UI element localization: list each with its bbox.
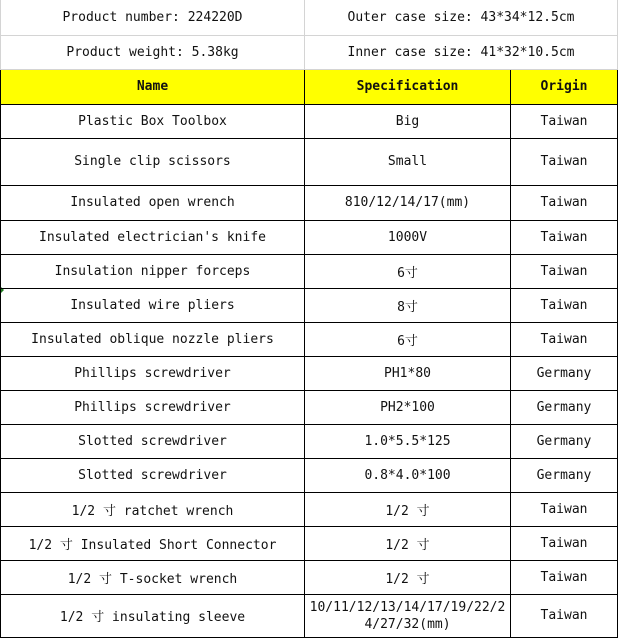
header-row xyxy=(1,69,618,104)
item-name-cell: Insulated oblique nozzle pliers xyxy=(1,322,305,356)
item-name-cell: 1/2 寸 insulating sleeve xyxy=(1,594,305,637)
item-name-cell: Insulation nipper forceps xyxy=(1,254,305,288)
specification-cell: 1/2 寸 xyxy=(305,560,511,594)
table-row xyxy=(1,390,618,424)
origin-cell: Germany xyxy=(511,390,618,424)
item-name-cell: Insulated wire pliers xyxy=(1,288,305,322)
table-row xyxy=(1,288,618,322)
table-row xyxy=(1,424,618,458)
column-header-origin: Origin xyxy=(511,69,618,104)
origin-cell: Taiwan xyxy=(511,594,618,637)
item-name-cell: Phillips screwdriver xyxy=(1,390,305,424)
specification-cell: Big xyxy=(305,104,511,138)
table-row xyxy=(1,458,618,492)
specification-cell: Small xyxy=(305,138,511,185)
outer-case-size-cell: Outer case size: 43*34*12.5cm xyxy=(305,0,618,35)
product-number-cell: Product number: 224220D xyxy=(1,0,305,35)
specification-cell: 1000V xyxy=(305,220,511,254)
specification-cell: 810/12/14/17(mm) xyxy=(305,185,511,220)
origin-cell: Germany xyxy=(511,458,618,492)
product-weight-cell: Product weight: 5.38kg xyxy=(1,35,305,69)
item-name-cell: Single clip scissors xyxy=(1,138,305,185)
table-row xyxy=(1,526,618,560)
table-row xyxy=(1,594,618,637)
specification-cell: 1/2 寸 xyxy=(305,526,511,560)
item-name-cell: 1/2 寸 T-socket wrench xyxy=(1,560,305,594)
table-row xyxy=(1,220,618,254)
origin-cell: Taiwan xyxy=(511,138,618,185)
origin-cell: Taiwan xyxy=(511,288,618,322)
item-name-cell: Slotted screwdriver xyxy=(1,424,305,458)
item-name-cell: Insulated electrician's knife xyxy=(1,220,305,254)
item-name-cell: Insulated open wrench xyxy=(1,185,305,220)
item-name-cell: 1/2 寸 Insulated Short Connector xyxy=(1,526,305,560)
origin-cell: Taiwan xyxy=(511,254,618,288)
item-name-cell: Slotted screwdriver xyxy=(1,458,305,492)
origin-cell: Taiwan xyxy=(511,185,618,220)
table-row xyxy=(1,356,618,390)
specification-cell: 8寸 xyxy=(305,288,511,322)
origin-cell: Taiwan xyxy=(511,560,618,594)
table-row xyxy=(1,492,618,526)
table-row xyxy=(1,138,618,185)
origin-cell: Taiwan xyxy=(511,322,618,356)
origin-cell: Taiwan xyxy=(511,104,618,138)
table-row xyxy=(1,104,618,138)
specification-cell: 1/2 寸 xyxy=(305,492,511,526)
specification-cell: 10/11/12/13/14/17/19/22/24/27/32(mm) xyxy=(305,594,511,637)
info-row xyxy=(1,0,618,35)
origin-cell: Taiwan xyxy=(511,492,618,526)
specification-cell: 6寸 xyxy=(305,254,511,288)
origin-cell: Germany xyxy=(511,424,618,458)
specification-cell: 0.8*4.0*100 xyxy=(305,458,511,492)
specification-cell: PH2*100 xyxy=(305,390,511,424)
origin-cell: Germany xyxy=(511,356,618,390)
table-body xyxy=(1,104,618,637)
specification-cell: 1.0*5.5*125 xyxy=(305,424,511,458)
item-name-cell: 1/2 寸 ratchet wrench xyxy=(1,492,305,526)
specification-cell: PH1*80 xyxy=(305,356,511,390)
inner-case-size-cell: Inner case size: 41*32*10.5cm xyxy=(305,35,618,69)
table-row xyxy=(1,254,618,288)
specification-cell: 6寸 xyxy=(305,322,511,356)
table-row xyxy=(1,185,618,220)
column-header-name: Name xyxy=(1,69,305,104)
info-row xyxy=(1,35,618,69)
origin-cell: Taiwan xyxy=(511,526,618,560)
table-row xyxy=(1,560,618,594)
item-name-cell: Plastic Box Toolbox xyxy=(1,104,305,138)
origin-cell: Taiwan xyxy=(511,220,618,254)
table-row xyxy=(1,322,618,356)
column-header-specification: Specification xyxy=(305,69,511,104)
item-name-cell: Phillips screwdriver xyxy=(1,356,305,390)
